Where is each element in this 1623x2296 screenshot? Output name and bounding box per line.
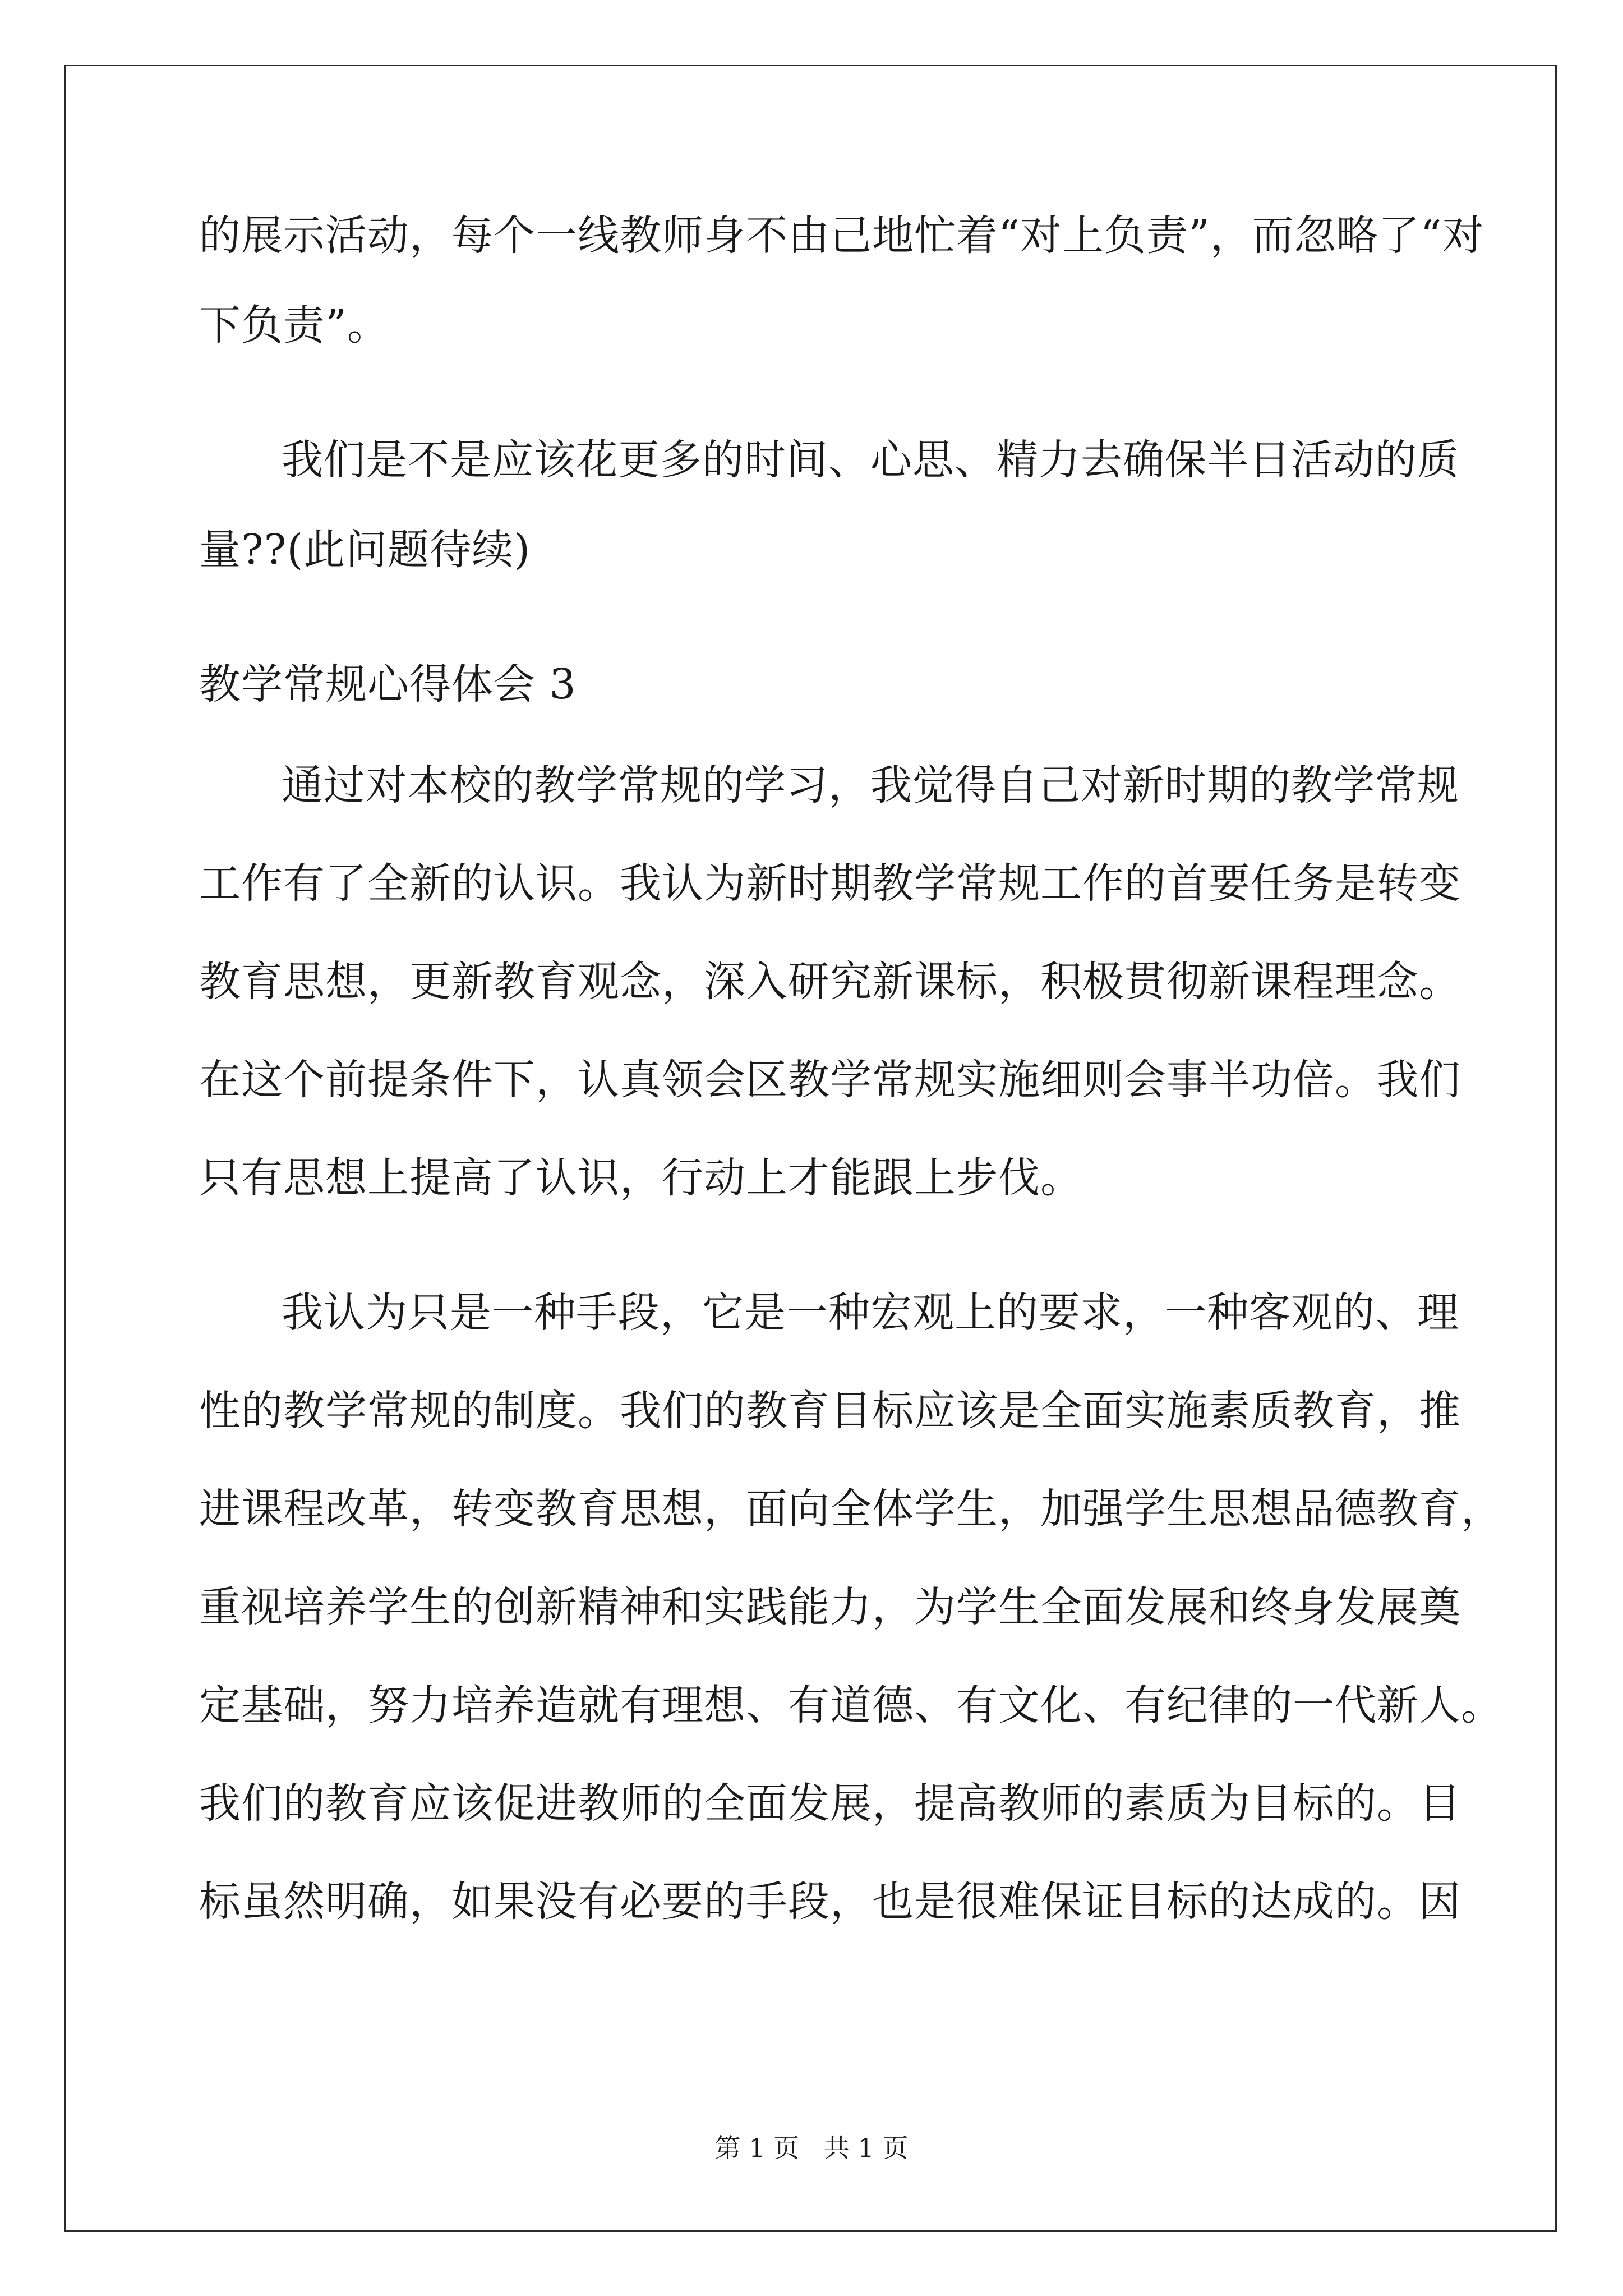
paragraph-line: 通过对本校的教学常规的学习，我觉得自己对新时期的教学常规 — [282, 761, 1459, 809]
paragraph-line: 只有思想上提高了认识，行动上才能跟上步伐。 — [199, 1154, 1082, 1202]
paragraph-line: 下负责”。 — [199, 301, 389, 349]
paragraph-line: 的展示活动，每个一线教师身不由己地忙着“对上负责”，而忽略了“对 — [199, 211, 1484, 260]
paragraph-line: 定基础，努力培养造就有理想、有道德、有文化、有纪律的一代新人。 — [199, 1681, 1503, 1729]
paragraph-line: 我们是不是应该花更多的时间、心思、精力去确保半日活动的质 — [282, 436, 1459, 484]
paragraph-line: 标虽然明确，如果没有必要的手段，也是很难保证目标的达成的。因 — [199, 1878, 1461, 1926]
paragraph-line: 我们的教育应该促进教师的全面发展，提高教师的素质为目标的。目 — [199, 1779, 1461, 1828]
paragraph-line: 我认为只是一种手段，它是一种宏观上的要求，一种客观的、理 — [282, 1289, 1459, 1337]
page-number-footer: 第 1 页 共 1 页 — [714, 2133, 909, 2163]
paragraph-line: 工作有了全新的认识。我认为新时期教学常规工作的首要任务是转变 — [199, 859, 1461, 908]
section-heading: 教学常规心得体会 3 — [199, 660, 577, 708]
paragraph-line: 量??(此问题待续) — [199, 526, 531, 574]
paragraph-line: 在这个前提条件下，认真领会区教学常规实施细则会事半功倍。我们 — [199, 1056, 1461, 1104]
paragraph-line: 教育思想，更新教育观念，深入研究新课标，积极贯彻新课程理念。 — [199, 958, 1461, 1006]
paragraph-line: 进课程改革，转变教育思想，面向全体学生，加强学生思想品德教育， — [199, 1485, 1503, 1533]
paragraph-line: 性的教学常规的制度。我们的教育目标应该是全面实施素质教育，推 — [199, 1387, 1461, 1435]
paragraph-line: 重视培养学生的创新精神和实践能力，为学生全面发展和终身发展奠 — [199, 1583, 1461, 1631]
